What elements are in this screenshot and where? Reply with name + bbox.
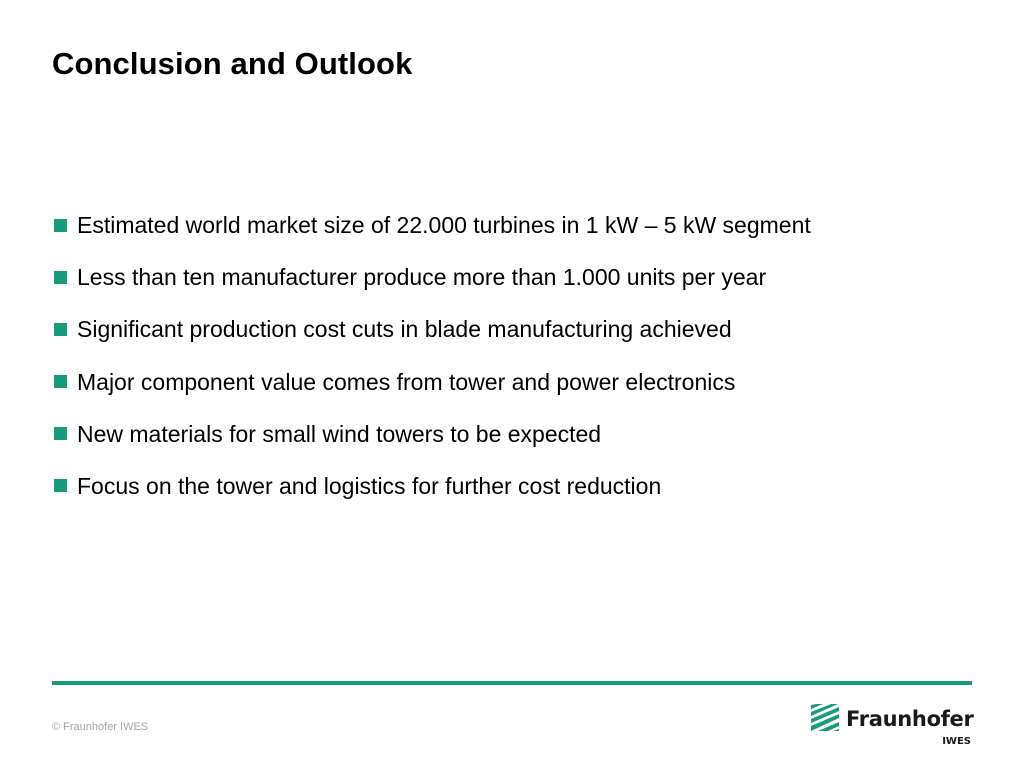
bullet-text: Significant production cost cuts in blade manufacturing achieved	[77, 316, 732, 343]
bullet-text: Major component value comes from tower and power electronics	[77, 368, 736, 395]
bullet-text: Focus on the tower and logistics for further cost reduction	[77, 472, 662, 499]
bullet-item	[54, 259, 811, 295]
footer-divider	[52, 681, 972, 685]
bullet-item	[54, 311, 811, 347]
square-bullet-icon	[54, 427, 67, 440]
bullet-item	[54, 416, 811, 452]
logo-wordmark: Fraunhofer	[846, 707, 974, 731]
square-bullet-icon	[54, 323, 67, 336]
bullet-text: Less than ten manufacturer produce more than 1.000 units per year	[77, 264, 767, 291]
fraunhofer-logo	[811, 704, 973, 750]
bullet-item	[54, 468, 811, 504]
copyright-text: © Fraunhofer IWES	[52, 721, 149, 733]
bullet-text: Estimated world market size of 22.000 turbines in 1 kW – 5 kW segment	[77, 212, 811, 238]
bullet-item	[54, 364, 811, 400]
fraunhofer-logo-icon	[811, 704, 839, 732]
square-bullet-icon	[54, 219, 67, 232]
square-bullet-icon	[54, 375, 67, 388]
square-bullet-icon	[54, 479, 67, 492]
slide-title: Conclusion and Outlook	[52, 46, 413, 81]
bullet-list	[54, 207, 811, 520]
bullet-item	[54, 207, 811, 243]
square-bullet-icon	[54, 271, 67, 284]
bullet-text: New materials for small wind towers to be expected	[77, 420, 602, 447]
logo-institute: IWES	[942, 736, 971, 747]
